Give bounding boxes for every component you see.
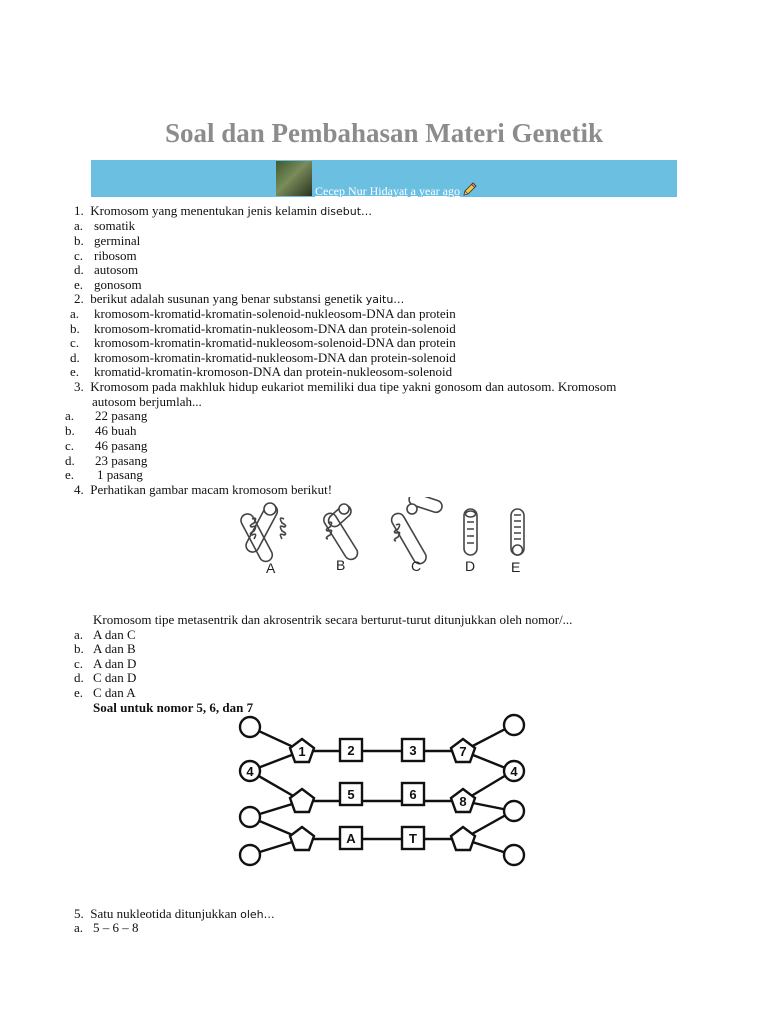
q2-option-b-marker: b. xyxy=(70,321,80,336)
q4-option-e: C dan A xyxy=(93,685,136,700)
q1-option-c: ribosom xyxy=(94,248,137,263)
dna-label-8: 8 xyxy=(459,794,467,809)
author-name-link[interactable]: Cecep Nur Hidayat xyxy=(315,184,408,198)
dna-label-1: 1 xyxy=(298,744,306,759)
section-heading: Soal untuk nomor 5, 6, dan 7 xyxy=(93,700,254,715)
q4-option-a-marker: a. xyxy=(74,627,84,642)
q1-option-a-marker: a. xyxy=(74,218,84,233)
q4-text: 4. Perhatikan gambar macam kromosom berikut! xyxy=(74,482,333,497)
q1-option-b-marker: b. xyxy=(74,233,84,248)
dna-label-4-right: 4 xyxy=(510,764,518,779)
page-title: Soal dan Pembahasan Materi Genetik xyxy=(164,118,603,148)
q5-option-a: 5 – 6 – 8 xyxy=(93,920,139,935)
q1-text: 1. Kromosom yang menentukan jenis kelamin disebut… xyxy=(74,203,373,218)
q4-option-e-marker: e. xyxy=(74,685,84,700)
q3-option-d: 23 pasang xyxy=(95,453,148,468)
dna-label-a: A xyxy=(346,831,356,846)
chromosome-label-c: C xyxy=(411,558,422,574)
author-avatar[interactable] xyxy=(276,161,312,196)
q3-option-e: 1 pasang xyxy=(97,467,143,482)
chromosome-label-d: D xyxy=(465,558,476,574)
q4-option-d: C dan D xyxy=(93,670,137,685)
q1-option-c-marker: c. xyxy=(74,248,84,263)
chromosome-b xyxy=(321,503,360,562)
author-time-link[interactable]: a year ago xyxy=(410,184,460,198)
q1-option-e: gonosom xyxy=(94,277,142,292)
q5-text: 5. Satu nukleotida ditunjukkan oleh… xyxy=(74,906,275,921)
chromosome-a xyxy=(239,502,286,563)
q2-option-c-marker: c. xyxy=(70,335,80,350)
q5-option-a-marker: a. xyxy=(74,920,84,935)
chromosome-c xyxy=(389,497,443,566)
pencil-icon[interactable] xyxy=(461,182,477,198)
author-bar xyxy=(91,160,677,197)
q2-option-b: kromosom-kromatid-kromatin-nukleosom-DNA dan protein-solenoid xyxy=(94,321,456,336)
q3-option-c-marker: c. xyxy=(65,438,75,453)
q3-option-a: 22 pasang xyxy=(95,408,148,423)
chromosome-label-b: B xyxy=(336,557,346,573)
author-links xyxy=(315,182,477,199)
q1-option-d-marker: d. xyxy=(74,262,84,277)
dna-structure-figure xyxy=(230,711,535,881)
q3-text-line1: 3. Kromosom pada makhluk hidup eukariot memiliki dua tipe yakni gonosom dan autosom. Kromosom xyxy=(74,379,617,394)
q3-option-e-marker: e. xyxy=(65,467,75,482)
q4-option-c-marker: c. xyxy=(74,656,84,671)
q2-option-e: kromatid-kromatin-kromoson-DNA dan protein-nukleosom-solenoid xyxy=(94,364,453,379)
q2-option-e-marker: e. xyxy=(70,364,80,379)
chromosome-d xyxy=(464,509,477,555)
dna-label-2: 2 xyxy=(347,743,355,758)
q2-option-d: kromosom-kromatin-kromatid-nukleosom-DNA dan protein-solenoid xyxy=(94,350,456,365)
q3-text-line2: autosom berjumlah... xyxy=(92,394,202,409)
q2-option-a-marker: a. xyxy=(70,306,80,321)
chromosome-label-a: A xyxy=(266,560,276,576)
dna-label-6: 6 xyxy=(409,787,417,802)
dna-label-3: 3 xyxy=(409,743,417,758)
q4-option-d-marker: d. xyxy=(74,670,84,685)
q4-option-b: A dan B xyxy=(93,641,136,656)
dna-label-t: T xyxy=(409,831,417,846)
q4-option-a: A dan C xyxy=(93,627,136,642)
q1-option-a: somatik xyxy=(94,218,136,233)
q4-option-b-marker: b. xyxy=(74,641,84,656)
chromosome-label-e: E xyxy=(511,559,521,575)
q4-option-c: A dan D xyxy=(93,656,137,671)
dna-label-5: 5 xyxy=(347,787,355,802)
chromosome-figure xyxy=(228,497,538,577)
q2-option-c: kromosom-kromatin-kromatid-nukleosom-solenoid-DNA dan protein xyxy=(94,335,456,350)
q3-option-a-marker: a. xyxy=(65,408,75,423)
q4-question: Kromosom tipe metasentrik dan akrosentrik secara berturut-turut ditunjukkan oleh nomor/... xyxy=(93,612,573,627)
q3-option-b: 46 buah xyxy=(95,423,137,438)
dna-label-4-left: 4 xyxy=(246,764,254,779)
q1-option-e-marker: e. xyxy=(74,277,84,292)
chromosome-e xyxy=(511,509,524,555)
q2-option-d-marker: d. xyxy=(70,350,80,365)
q2-option-a: kromosom-kromatid-kromatin-solenoid-nukleosom-DNA dan protein xyxy=(94,306,456,321)
q3-option-b-marker: b. xyxy=(65,423,75,438)
q3-option-d-marker: d. xyxy=(65,453,75,468)
q1-option-d: autosom xyxy=(94,262,139,277)
q2-text: 2. berikut adalah susunan yang benar substansi genetik yaitu… xyxy=(74,291,405,306)
dna-label-7: 7 xyxy=(459,744,467,759)
q3-option-c: 46 pasang xyxy=(95,438,148,453)
q1-option-b: germinal xyxy=(94,233,141,248)
